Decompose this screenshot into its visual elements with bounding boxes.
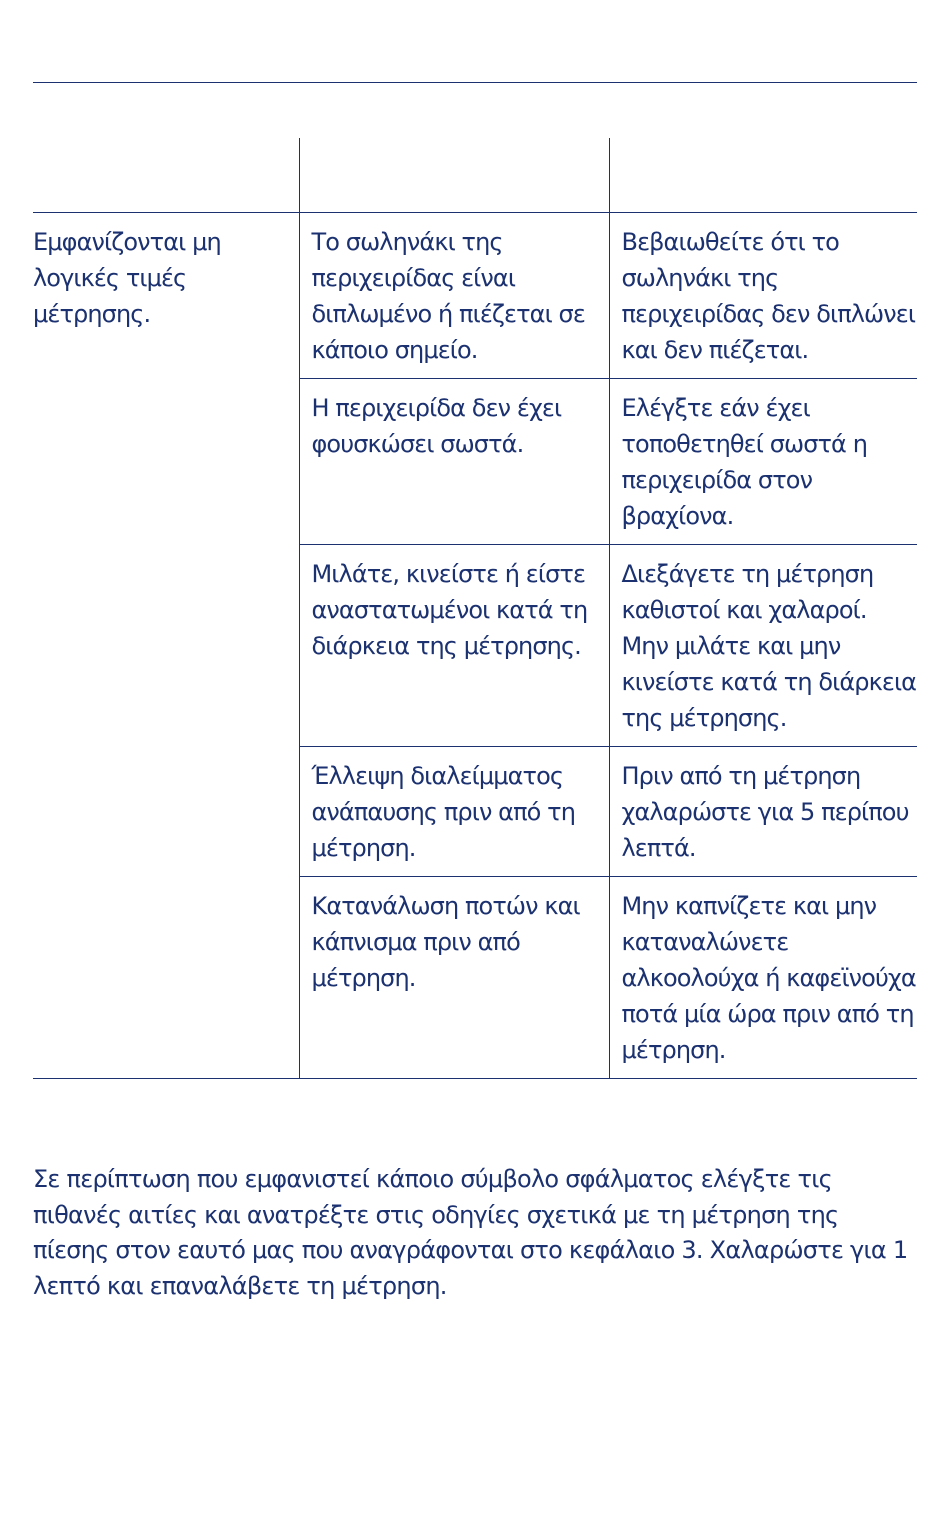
symptom-cell: Εμφανίζονται μη λογικές τιμές μέτρησης. [33, 213, 299, 1079]
table-row [33, 213, 917, 379]
top-rule [33, 82, 917, 83]
error-symbol-note: Σε περίπτωση που εμφανιστεί κάποιο σύμβολο σφάλματος ελέγξτε τις πιθανές αιτίες και ανατρέξτε στις οδηγίες σχετικά με τη μέτρηση της πίεσης στον εαυτό μας που αναγράφονται στο κεφάλαιο 3. Χαλαρώστε για 1 λεπτό και επαναλάβετε τη μέτρηση. [33, 1165, 908, 1300]
cause-cell: Μιλάτε, κινείστε ή είστε αναστατωμένοι κατά τη διάρκεια της μέτρησης. [299, 545, 609, 747]
cause-cell: Έλλειψη διαλείμματος ανάπαυσης πριν από τη μέτρηση. [299, 747, 609, 877]
remedy-cell: Βεβαιωθείτε ότι το σωληνάκι της περιχειρίδας δεν διπλώνει και δεν πιέζεται. [609, 213, 917, 379]
header-cell-3 [609, 138, 917, 213]
remedy-cell: Πριν από τη μέτρηση χαλαρώστε για 5 περίπου λεπτά. [609, 747, 917, 877]
cause-cell: Η περιχειρίδα δεν έχει φουσκώσει σωστά. [299, 379, 609, 545]
header-cell-2 [299, 138, 609, 213]
remedy-cell: Διεξάγετε τη μέτρηση καθιστοί και χαλαροί. Μην μιλάτε και μην κινείστε κατά τη διάρκεια της μέτρησης. [609, 545, 917, 747]
troubleshooting-table [33, 138, 917, 1079]
remedy-cell: Ελέγξτε εάν έχει τοποθετηθεί σωστά η περιχειρίδα στον βραχίονα. [609, 379, 917, 545]
table-header-row [33, 138, 917, 213]
remedy-cell: Μην καπνίζετε και μην καταναλώνετε αλκοολούχα ή καφεϊνούχα ποτά μία ώρα πριν από τη μέτρηση. [609, 877, 917, 1079]
cause-cell: Κατανάλωση ποτών και κάπνισμα πριν από μέτρηση. [299, 877, 609, 1079]
header-cell-1 [33, 138, 299, 213]
cause-cell: Το σωληνάκι της περιχειρίδας είναι διπλωμένο ή πιέζεται σε κάποιο σημείο. [299, 213, 609, 379]
